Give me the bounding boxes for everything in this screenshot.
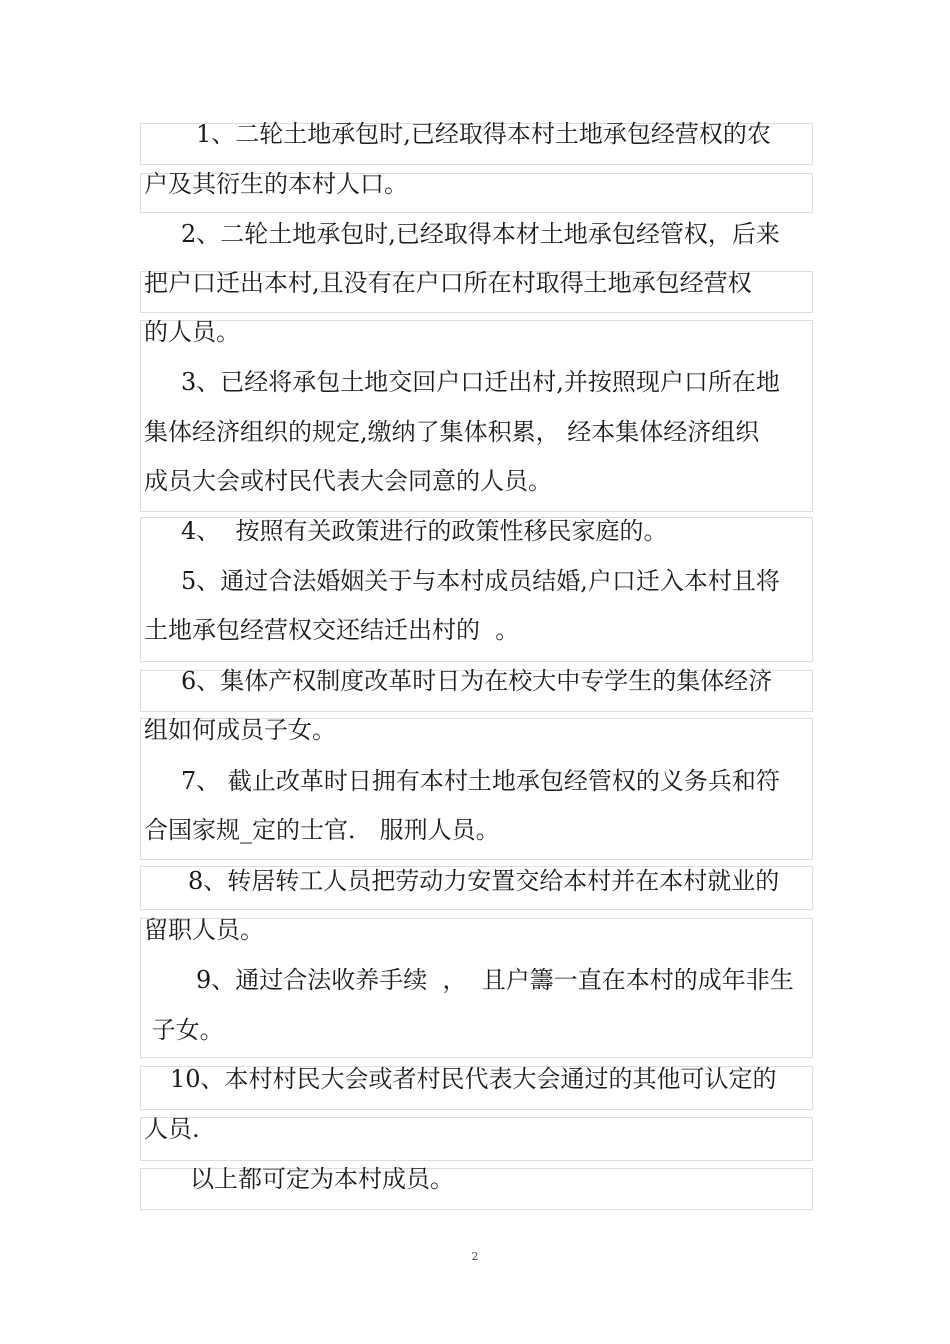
paragraph-6-line-2: 组如何成员子女。 xyxy=(144,716,336,744)
paragraph-5-line-1: 5、通过合法婚姻关于与本村成员结婚,户口迁入本村且将 xyxy=(181,567,780,595)
paragraph-4-line-1: 4、 按照有关政策进行的政策性移民家庭的。 xyxy=(181,517,668,545)
paragraph-1-line-1: 1、二轮土地承包时,已经取得本村土地承包经营权的农 xyxy=(196,120,771,148)
paragraph-2-line-1: 2、二轮土地承包时,已经取得本材土地承包经管权，后来 xyxy=(181,220,780,248)
paragraph-7-line-2: 合国家规_定的士官． 服刑人员。 xyxy=(144,816,500,844)
paragraph-3-line-1: 3、已经将承包土地交回户口迁出村,并按照现户口所在地 xyxy=(181,368,780,396)
paragraph-9-line-2: 子女。 xyxy=(144,1016,224,1044)
paragraph-2-line-3: 的人员。 xyxy=(144,318,240,346)
paragraph-3-line-3: 成员大会或村民代表大会同意的人员。 xyxy=(144,467,552,495)
closing-statement: 以上都可定为本村成员。 xyxy=(190,1165,454,1193)
paragraph-5-line-2: 土地承包经营权交还结迁出村的 。 xyxy=(144,616,520,644)
paragraph-6-line-1: 6、集体产权制度改革时日为在校大中专学生的集体经济 xyxy=(181,667,773,695)
paragraph-2-line-2: 把户口迁出本村,且没有在户口所在村取得土地承包经营权 xyxy=(144,269,752,297)
paragraph-3-line-2: 集体经济组织的规定,缴纳了集体积累， 经本集体经济组织 xyxy=(144,418,760,446)
page-number: 2 xyxy=(471,1250,479,1263)
paragraph-8-line-1: 8、转居转工人员把劳动力安置交给本村并在本村就业的 xyxy=(188,867,780,895)
paragraph-7-line-1: 7、 截止改革时日拥有本村土地承包经管权的义务兵和符 xyxy=(181,767,780,795)
paragraph-10-line-1: 10、本村村民大会或者村民代表大会通过的其他可认定的 xyxy=(170,1065,777,1093)
paragraph-10-line-2: 人员. xyxy=(144,1115,200,1143)
paragraph-1-line-2: 户及其衍生的本村人口。 xyxy=(144,170,408,198)
paragraph-8-line-2: 留职人员。 xyxy=(144,916,264,944)
paragraph-9-line-1: 9、通过合法收养手续 ， 且户籌一直在本村的成年非生 xyxy=(196,966,794,994)
